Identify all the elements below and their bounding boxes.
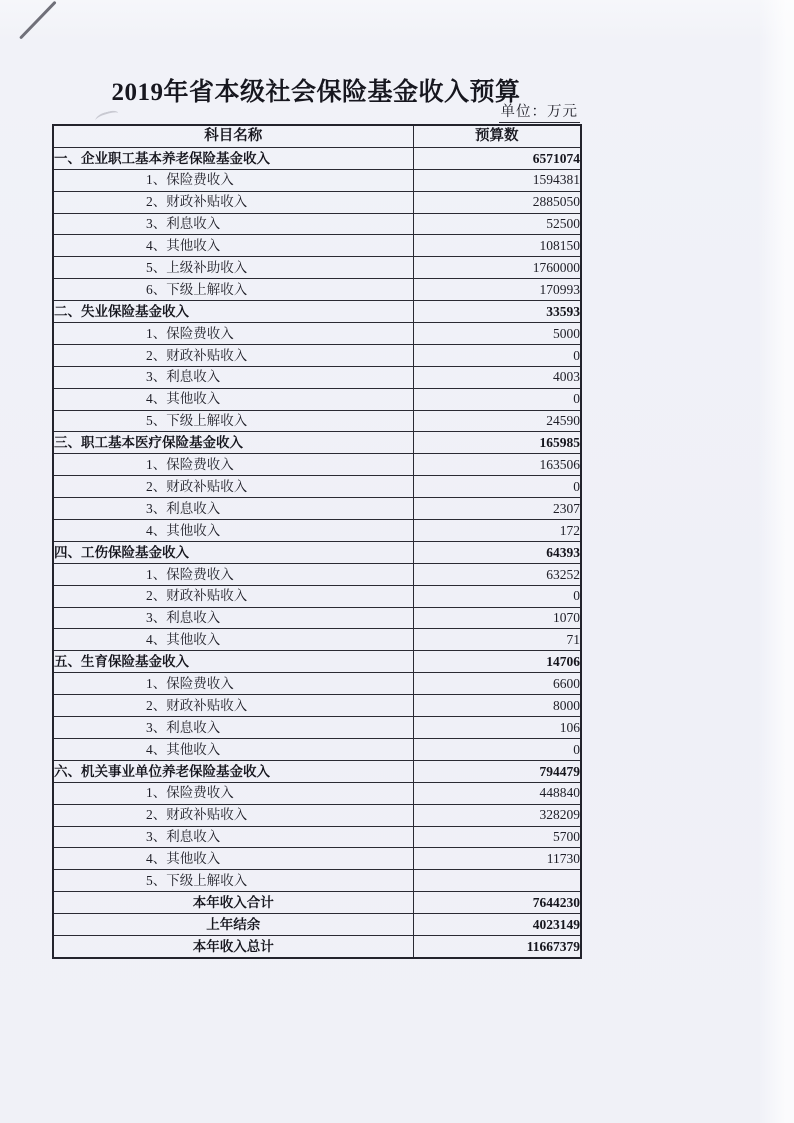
budget-value-cell: 11667379	[413, 935, 581, 957]
budget-value-cell: 2307	[413, 498, 581, 520]
budget-value-cell: 106	[413, 717, 581, 739]
subject-cell: 3、利息收入	[53, 607, 413, 629]
subject-cell: 3、利息收入	[53, 498, 413, 520]
table-row	[53, 848, 581, 870]
table-row	[53, 169, 581, 191]
table-row	[53, 454, 581, 476]
subject-cell: 1、保险费收入	[53, 782, 413, 804]
subject-cell: 4、其他收入	[53, 848, 413, 870]
budget-value-cell: 1760000	[413, 257, 581, 279]
budget-value-cell: 64393	[413, 541, 581, 563]
budget-value-cell: 14706	[413, 651, 581, 673]
table-row	[53, 607, 581, 629]
table-row	[53, 191, 581, 213]
unit-label: 单位：万元	[499, 103, 581, 123]
budget-value-cell: 108150	[413, 235, 581, 257]
budget-value-cell: 1070	[413, 607, 581, 629]
budget-value-cell: 1594381	[413, 169, 581, 191]
budget-value-cell: 0	[413, 476, 581, 498]
subject-cell: 三、职工基本医疗保险基金收入	[53, 432, 413, 454]
subject-cell: 3、利息收入	[53, 717, 413, 739]
table-row	[53, 651, 581, 673]
budget-value-cell: 11730	[413, 848, 581, 870]
table-row	[53, 892, 581, 914]
table-row	[53, 541, 581, 563]
budget-value-cell: 4003	[413, 366, 581, 388]
budget-value-cell: 170993	[413, 279, 581, 301]
budget-value-cell: 163506	[413, 454, 581, 476]
page-title: 2019年省本级社会保险基金收入预算	[111, 79, 521, 106]
table-row	[53, 935, 581, 957]
budget-value-cell: 7644230	[413, 892, 581, 914]
table-row	[53, 717, 581, 739]
subject-cell: 5、下级上解收入	[53, 410, 413, 432]
budget-value-cell: 71	[413, 629, 581, 651]
budget-table	[52, 124, 582, 959]
table-row	[53, 782, 581, 804]
column-header-subject: 科目名称	[53, 125, 413, 147]
budget-value-cell: 6571074	[413, 147, 581, 169]
subject-cell: 1、保险费收入	[53, 563, 413, 585]
budget-value-cell: 0	[413, 344, 581, 366]
subject-cell: 一、企业职工基本养老保险基金收入	[53, 147, 413, 169]
subject-cell: 2、财政补贴收入	[53, 191, 413, 213]
subject-cell: 2、财政补贴收入	[53, 804, 413, 826]
table-row	[53, 804, 581, 826]
budget-value-cell: 0	[413, 738, 581, 760]
subject-cell: 1、保险费收入	[53, 169, 413, 191]
budget-value-cell: 33593	[413, 301, 581, 323]
table-row	[53, 914, 581, 936]
subject-cell: 四、工伤保险基金收入	[53, 541, 413, 563]
table-row	[53, 213, 581, 235]
subject-cell: 2、财政补贴收入	[53, 585, 413, 607]
subject-cell: 六、机关事业单位养老保险基金收入	[53, 760, 413, 782]
table-row	[53, 147, 581, 169]
table-row	[53, 695, 581, 717]
table-row	[53, 301, 581, 323]
subject-cell: 4、其他收入	[53, 520, 413, 542]
budget-value-cell: 328209	[413, 804, 581, 826]
table-row	[53, 629, 581, 651]
subject-cell: 4、其他收入	[53, 388, 413, 410]
unit-line	[52, 103, 580, 123]
subject-cell: 2、财政补贴收入	[53, 344, 413, 366]
budget-value-cell: 52500	[413, 213, 581, 235]
table-row	[53, 279, 581, 301]
table-row	[53, 826, 581, 848]
subject-cell: 3、利息收入	[53, 826, 413, 848]
table-row	[53, 498, 581, 520]
subject-cell: 上年结余	[53, 914, 413, 936]
subject-cell: 3、利息收入	[53, 366, 413, 388]
table-row	[53, 344, 581, 366]
table-row	[53, 257, 581, 279]
subject-cell: 1、保险费收入	[53, 323, 413, 345]
budget-value-cell: 448840	[413, 782, 581, 804]
table-row	[53, 760, 581, 782]
budget-value-cell: 2885050	[413, 191, 581, 213]
table-row	[53, 585, 581, 607]
budget-value-cell: 24590	[413, 410, 581, 432]
budget-value-cell: 4023149	[413, 914, 581, 936]
budget-value-cell: 6600	[413, 673, 581, 695]
subject-cell: 5、上级补助收入	[53, 257, 413, 279]
budget-value-cell	[413, 870, 581, 892]
table-row	[53, 366, 581, 388]
budget-value-cell: 5700	[413, 826, 581, 848]
table-row	[53, 235, 581, 257]
budget-value-cell: 0	[413, 585, 581, 607]
subject-cell: 4、其他收入	[53, 235, 413, 257]
table-row	[53, 520, 581, 542]
budget-value-cell: 794479	[413, 760, 581, 782]
table-row	[53, 388, 581, 410]
budget-value-cell: 8000	[413, 695, 581, 717]
budget-value-cell: 63252	[413, 563, 581, 585]
budget-value-cell: 0	[413, 388, 581, 410]
subject-cell: 3、利息收入	[53, 213, 413, 235]
scan-artifact-line	[19, 1, 56, 39]
subject-cell: 1、保险费收入	[53, 454, 413, 476]
subject-cell: 4、其他收入	[53, 738, 413, 760]
subject-cell: 五、生育保险基金收入	[53, 651, 413, 673]
subject-cell: 2、财政补贴收入	[53, 476, 413, 498]
budget-value-cell: 165985	[413, 432, 581, 454]
subject-cell: 5、下级上解收入	[53, 870, 413, 892]
table-row	[53, 673, 581, 695]
subject-cell: 6、下级上解收入	[53, 279, 413, 301]
subject-cell: 4、其他收入	[53, 629, 413, 651]
table-row	[53, 432, 581, 454]
table-row	[53, 563, 581, 585]
subject-cell: 二、失业保险基金收入	[53, 301, 413, 323]
subject-cell: 1、保险费收入	[53, 673, 413, 695]
table-row	[53, 738, 581, 760]
budget-value-cell: 172	[413, 520, 581, 542]
subject-cell: 本年收入总计	[53, 935, 413, 957]
column-header-budget: 预算数	[413, 125, 581, 147]
table-row	[53, 410, 581, 432]
subject-cell: 2、财政补贴收入	[53, 695, 413, 717]
table-row	[53, 476, 581, 498]
budget-value-cell: 5000	[413, 323, 581, 345]
table-row	[53, 323, 581, 345]
table-row	[53, 870, 581, 892]
subject-cell: 本年收入合计	[53, 892, 413, 914]
table-header-row	[53, 125, 581, 147]
